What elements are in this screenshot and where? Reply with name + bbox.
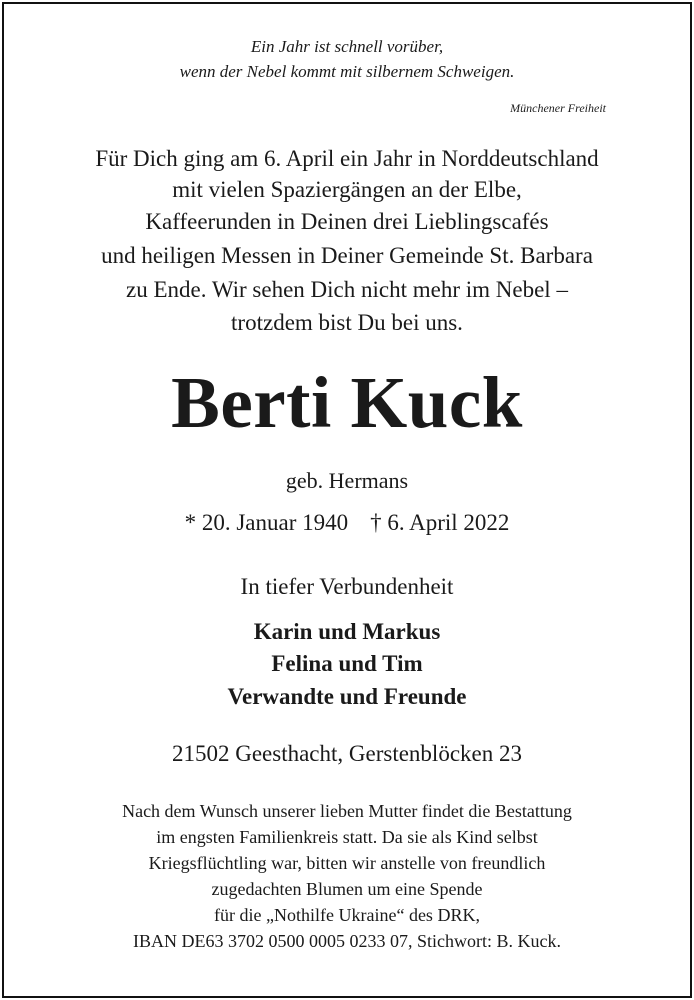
closing-line: zugedachten Blumen um eine Spende [211, 879, 483, 899]
death-date: † 6. April 2022 [370, 510, 510, 535]
address: 21502 Geesthacht, Gerstenblöcken 23 [171, 741, 522, 766]
birth-date: * 20. Januar 1940 [184, 510, 349, 535]
closing-line: IBAN DE63 3702 0500 0005 0233 07, Stichwort: B. Kuck. [133, 931, 561, 951]
intro-line: zu Ende. Wir sehen Dich nicht mehr im Nebel – [126, 277, 568, 302]
closing-line: für die „Nothilfe Ukraine“ des DRK, [214, 905, 480, 925]
intro-line: Für Dich ging am 6. April ein Jahr in Norddeutschland [95, 146, 599, 171]
deceased-name: Berti Kuck [171, 362, 523, 443]
closing-line: Kriegsflüchtling war, bitten wir anstelle von freundlich [148, 853, 546, 873]
intro-line: Kaffeerunden in Deinen drei Lieblingscafés [145, 209, 549, 234]
quote-line-1: Ein Jahr ist schnell vorüber, [250, 37, 444, 56]
quote-source: Münchener Freiheit [510, 101, 606, 115]
maiden-name: geb. Hermans [285, 468, 409, 493]
intro-line: trotzdem bist Du bei uns. [231, 310, 463, 335]
mourners-intro: In tiefer Verbundenheit [240, 574, 454, 599]
quote-line-2: wenn der Nebel kommt mit silbernem Schweigen. [179, 62, 515, 81]
mourner-name: Verwandte und Freunde [227, 684, 467, 709]
intro-line: und heiligen Messen in Deiner Gemeinde St. Barbara [101, 243, 593, 268]
life-dates [0, 510, 694, 536]
closing-line: Nach dem Wunsch unserer lieben Mutter findet die Bestattung [122, 801, 572, 821]
intro-line: mit vielen Spaziergängen an der Elbe, [172, 177, 522, 202]
mourner-name: Karin und Markus [253, 619, 441, 644]
mourner-name: Felina und Tim [271, 651, 423, 676]
closing-line: im engsten Familienkreis statt. Da sie als Kind selbst [156, 827, 538, 847]
